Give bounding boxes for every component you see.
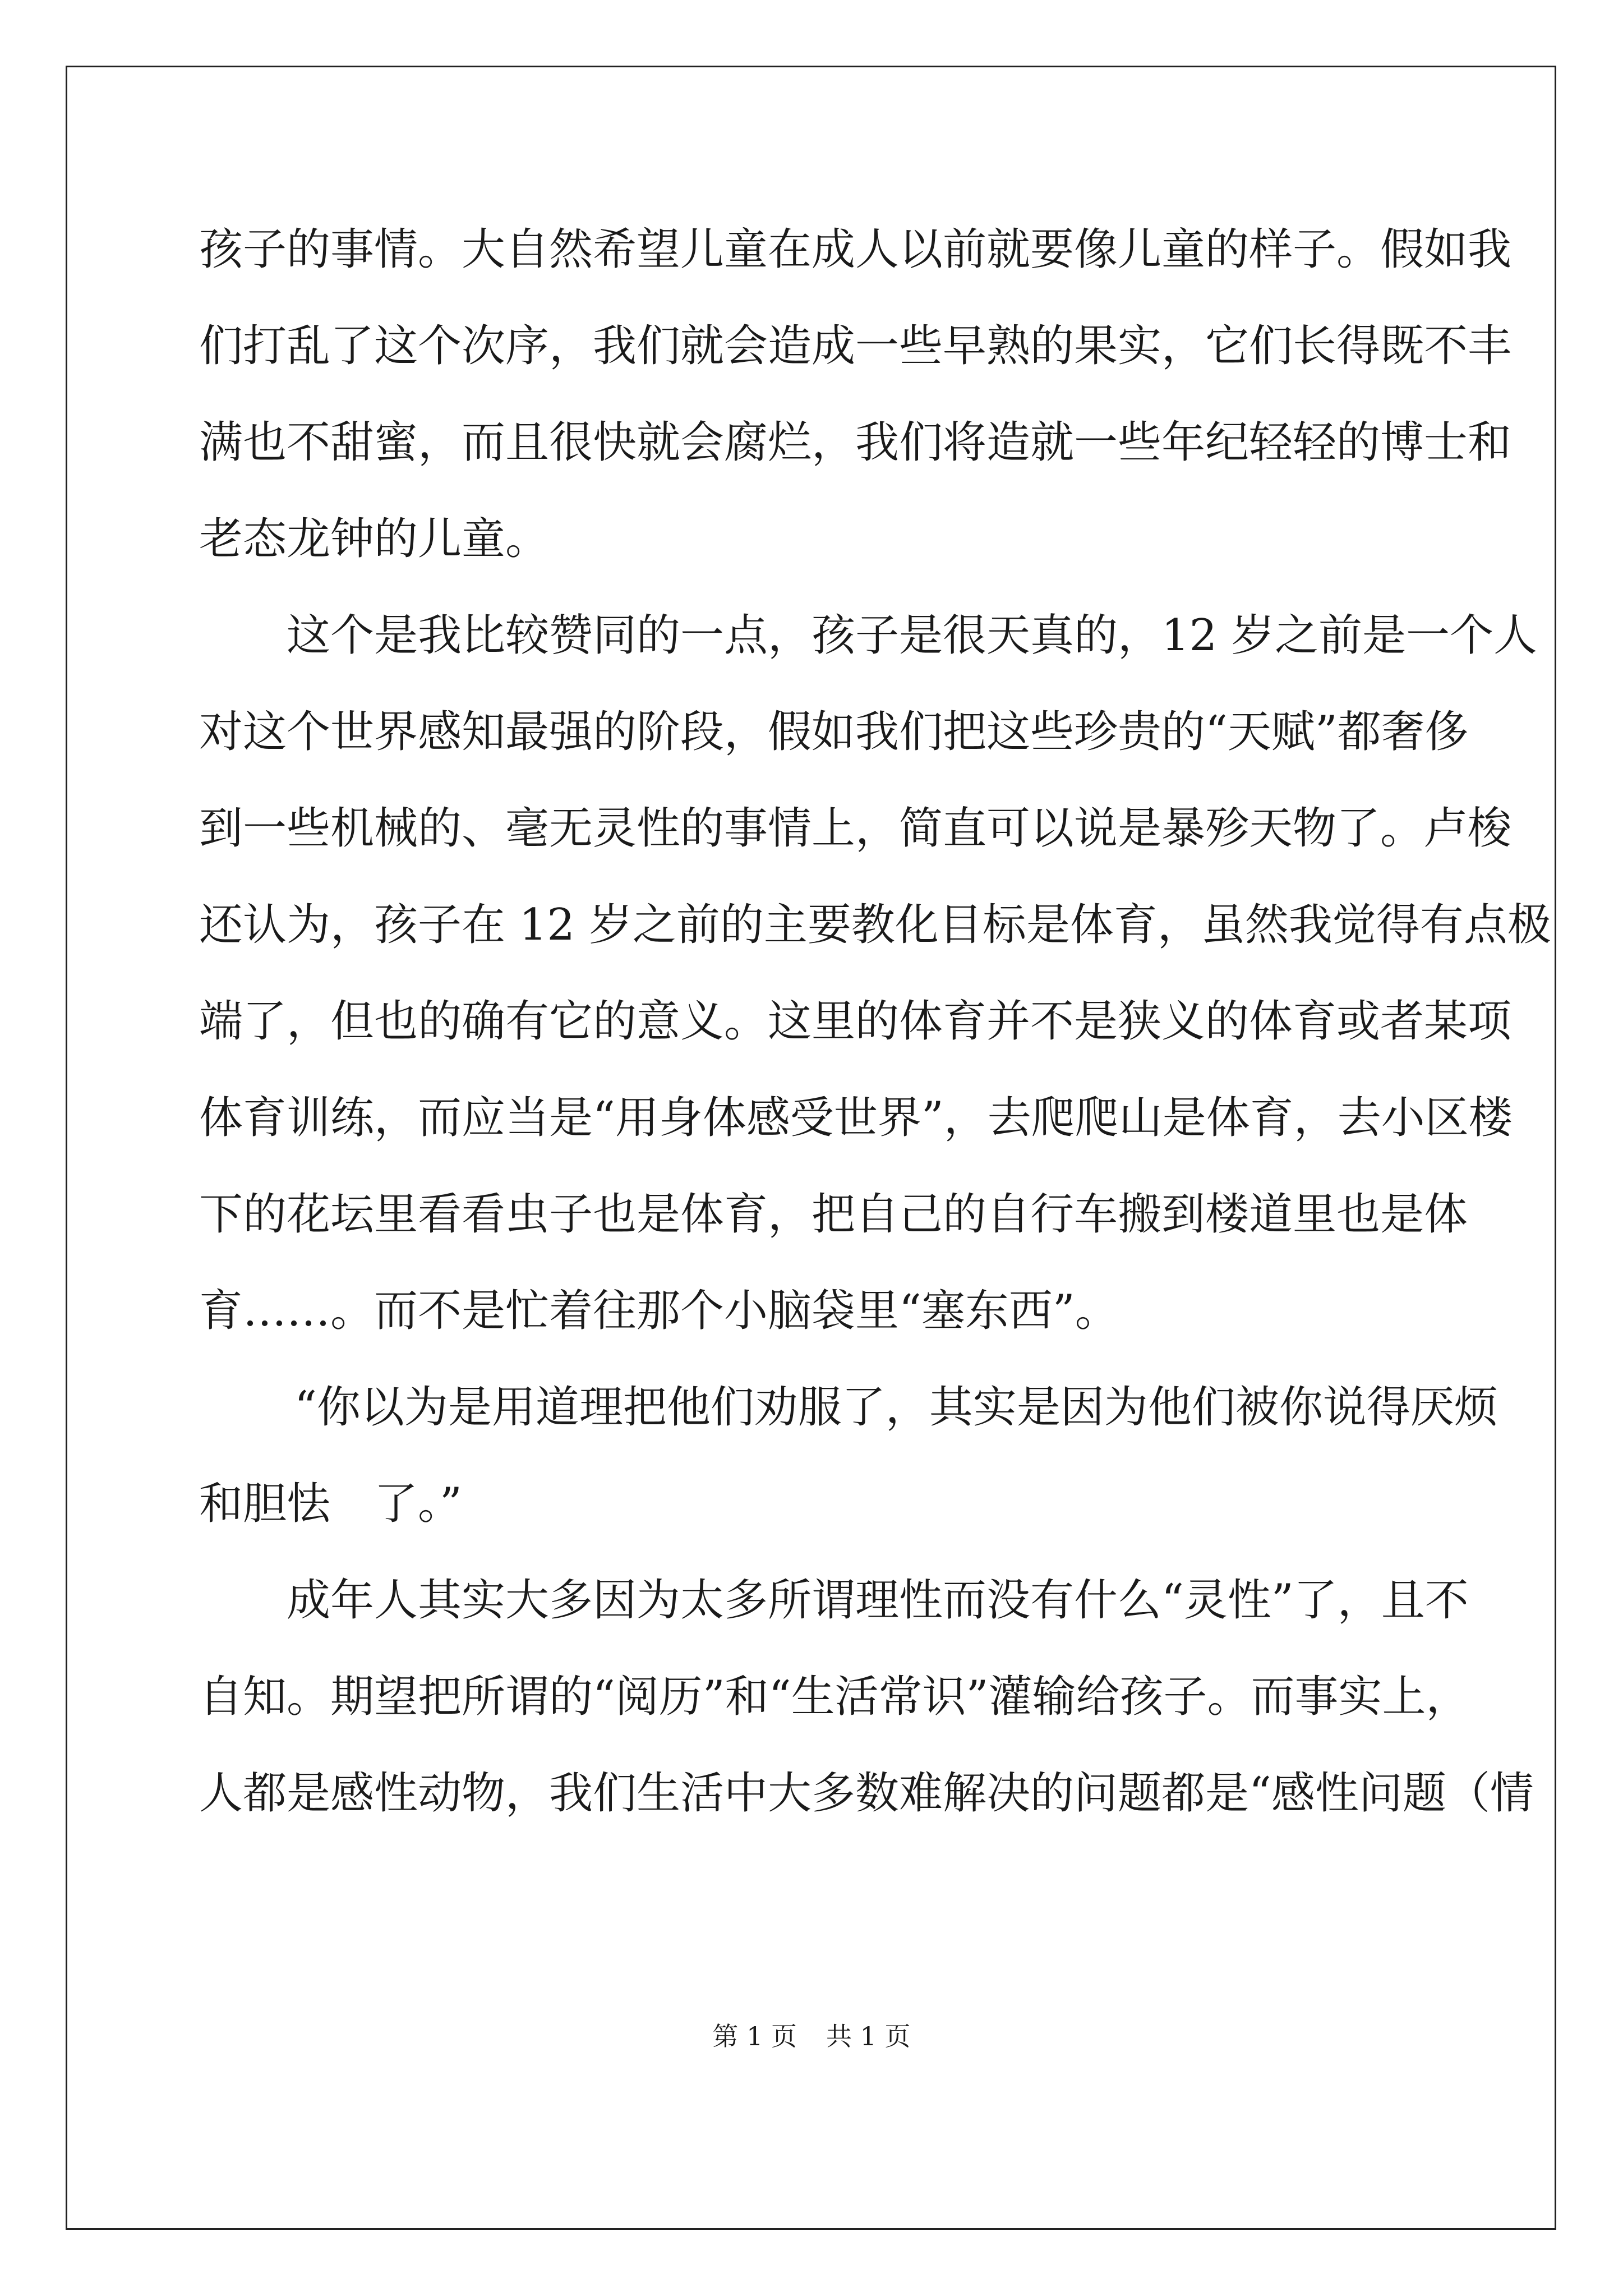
text-line: 老态龙钟的儿童。 [199,514,550,564]
text-line: 人都是感性动物，我们生活中大多数难解决的问题都是“感性问题（情 [199,1768,1534,1819]
text-line: 和胆怯 了。” [199,1479,462,1529]
text-line: 端了，但也的确有它的意义。这里的体育并不是狭义的体育或者某项 [199,996,1512,1047]
text-line: 体育训练，而应当是“用身体感受世界”，去爬爬山是体育，去小区楼 [199,1093,1513,1143]
text-line: 这个是我比较赞同的一点，孩子是很天真的，12 岁之前是一个人 [287,610,1538,661]
text-line: 到一些机械的、毫无灵性的事情上，简直可以说是暴殄天物了。卢梭 [199,803,1512,854]
page-total: 共 1 页 [826,2021,911,2051]
text-line: 们打乱了这个次序，我们就会造成一些早熟的果实，它们长得既不丰 [199,321,1512,371]
text-line: “你以为是用道理把他们劝服了，其实是因为他们被你说得厌烦 [294,1382,1498,1433]
text-line: 自知。期望把所谓的“阅历”和“生活常识”灌输给孩子。而事实上， [199,1672,1470,1722]
text-line: 满也不甜蜜，而且很快就会腐烂，我们将造就一些年纪轻轻的博士和 [199,417,1512,468]
text-line: 成年人其实大多因为太多所谓理性而没有什么“灵性”了，且不 [287,1575,1469,1626]
page-number: 第 1 页 [712,2021,797,2051]
document-body [199,216,1551,1856]
text-line: 育……。而不是忙着往那个小脑袋里“塞东西”。 [199,1286,1119,1336]
text-line: 孩子的事情。大自然希望儿童在成人以前就要像儿童的样子。假如我 [199,224,1512,275]
page-footer [0,2019,1623,2053]
text-line: 下的花坛里看看虫子也是体育，把自己的自行车搬到楼道里也是体 [199,1189,1468,1240]
text-line: 还认为，孩子在 12 岁之前的主要教化目标是体育，虽然我觉得有点极 [199,900,1551,950]
text-line: 对这个世界感知最强的阶段，假如我们把这些珍贵的“天赋”都奢侈 [199,707,1469,757]
